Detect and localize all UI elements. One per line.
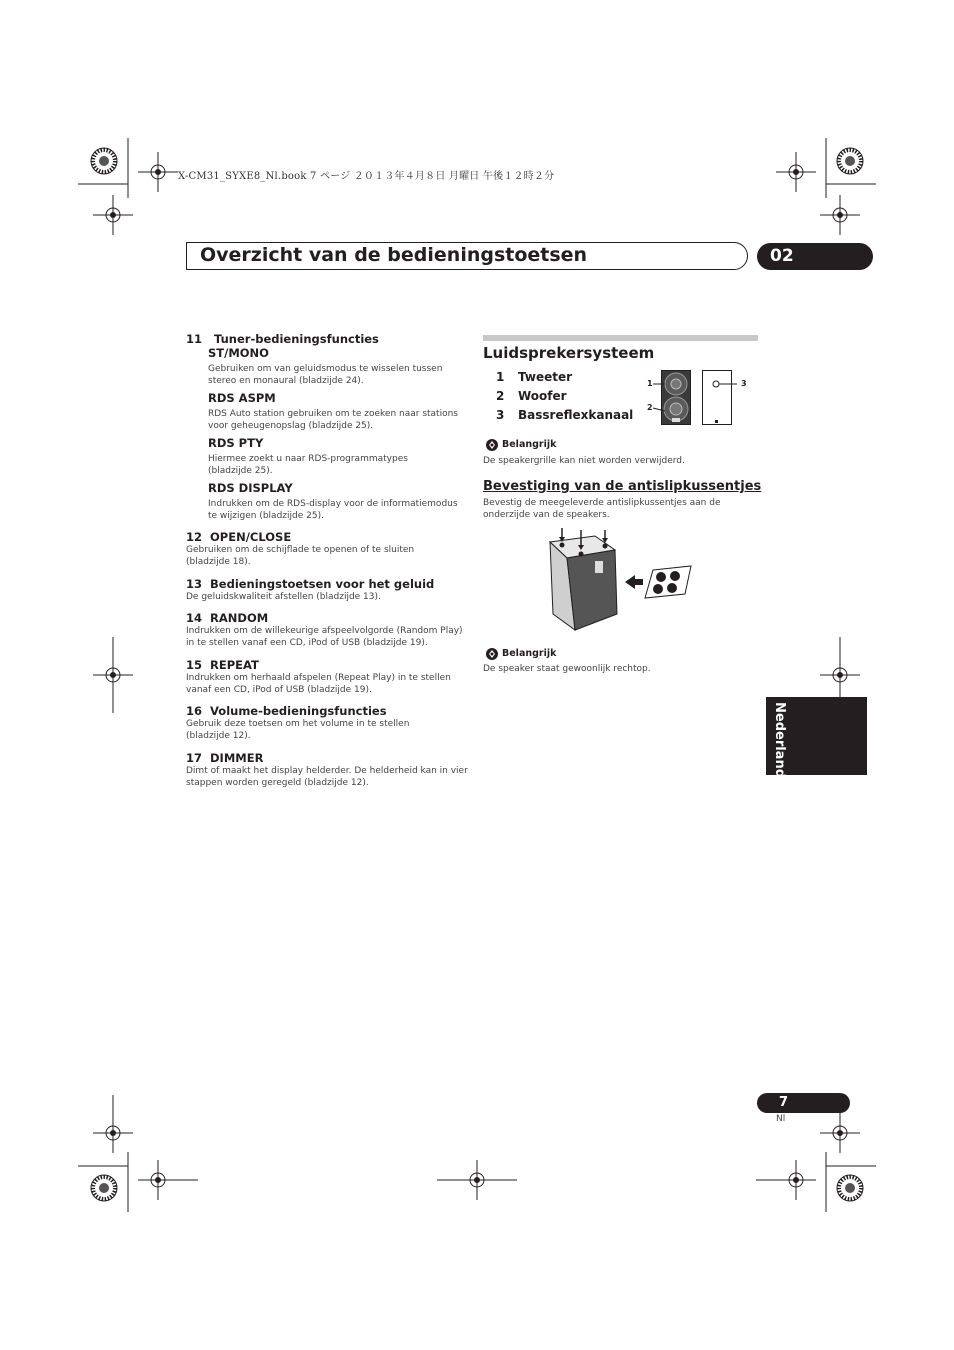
chapter-title: Overzicht van de bedieningstoetsen [200, 244, 588, 266]
crosshair-icon [776, 152, 816, 192]
crosshair-icon [138, 1160, 178, 1200]
page-language-code: Nl [776, 1114, 786, 1124]
sub-item-title: RDS PTY [208, 436, 264, 450]
crosshair-icon [820, 1113, 860, 1153]
registration-mark-icon [89, 146, 119, 176]
sub-item-desc: RDS Auto station gebruiken om te zoeken naar stations voor geheugenopslag (bladzijde 25). [208, 409, 458, 431]
sub-item-title: RDS ASPM [208, 391, 276, 405]
crosshair-icon [93, 655, 133, 695]
sub-item-desc: Hiermee zoekt u naar RDS-programmatypes (bladzijde 25). [208, 454, 408, 476]
chapter-number-badge: 02 [757, 243, 873, 270]
item-13-heading: 13 Bedieningstoetsen voor het geluid [186, 577, 435, 591]
part-row: 3 Bassreflexkanaal [496, 408, 634, 422]
subsection-text: Bevestig de meegeleverde antislipkussentjes aan de onderzijde van de speakers. [483, 498, 721, 520]
speaker-pads-illustration [545, 528, 695, 633]
item-17-heading: 17 DIMMER [186, 751, 264, 765]
note-text: De speakergrille kan niet worden verwijderd. [483, 456, 685, 466]
item-14-desc: Indrukken om de willekeurige afspeelvolgorde (Random Play) in te stellen vanaf een CD, iPod of USB (bladzijde 19). [186, 626, 463, 648]
crosshair-icon [820, 655, 860, 695]
item-16-heading: 16 Volume-bedieningsfuncties [186, 704, 387, 718]
crosshair-icon [93, 195, 133, 235]
item-12-desc: Gebruiken om de schijflade te openen of te sluiten (bladzijde 18). [186, 545, 415, 567]
part-row: 1 Tweeter [496, 370, 573, 384]
item-11-heading [186, 332, 379, 346]
note-heading: Belangrijk [502, 648, 557, 659]
important-note-icon [485, 438, 499, 452]
arrow-left-icon [625, 575, 643, 589]
language-tab-label: Nederlands [772, 702, 787, 786]
item-16-desc: Gebruik deze toetsen om het volume in te stellen (bladzijde 12). [186, 719, 410, 741]
callout-3: 3 [741, 379, 747, 388]
crosshair-icon [820, 195, 860, 235]
subsection-title: Bevestiging van de antislipkussentjes [483, 479, 762, 494]
note-text: De speaker staat gewoonlijk rechtop. [483, 664, 651, 674]
registration-mark-icon [835, 146, 865, 176]
item-13-desc: De geluidskwaliteit afstellen (bladzijde 13). [186, 592, 381, 602]
crosshair-icon [776, 1160, 816, 1200]
sub-item-title: RDS DISPLAY [208, 481, 293, 495]
crosshair-icon [93, 1113, 133, 1153]
registration-mark-icon [835, 1173, 865, 1203]
item-15-desc: Indrukken om herhaald afspelen (Repeat Play) in te stellen vanaf een CD, iPod of USB (bladzijde 19). [186, 673, 451, 695]
section-rule [483, 335, 758, 341]
sub-item-desc: Indrukken om de RDS-display voor de informatiemodus te wijzigen (bladzijde 25). [208, 499, 458, 521]
callout-2: 2 [647, 403, 653, 412]
crosshair-icon [437, 1160, 517, 1200]
crosshair-icon [138, 152, 178, 192]
item-15-heading: 15 REPEAT [186, 658, 259, 672]
note-heading: Belangrijk [502, 439, 557, 450]
book-file-line: X-CM31_SYXE8_Nl.book 7 ページ ２０１３年４月８日 月曜日 午後１２時２分 [178, 171, 555, 182]
sub-item-title: ST/MONO [208, 346, 269, 360]
item-12-heading: 12 OPEN/CLOSE [186, 530, 292, 544]
item-title: Tuner-bedieningsfuncties [214, 332, 379, 346]
registration-mark-icon [89, 1173, 119, 1203]
item-17-desc: Dimt of maakt het display helderder. De helderheid kan in vier stappen worden geregeld (bladzijde 12). [186, 766, 468, 788]
page-number: 7 [757, 1093, 850, 1113]
sub-item-desc: Gebruiken om van geluidsmodus te wisselen tussen stereo en monaural (bladzijde 24). [208, 364, 443, 386]
callout-lines [645, 375, 765, 435]
item-number: 11 [186, 332, 203, 346]
part-row: 2 Woofer [496, 389, 567, 403]
item-14-heading: 14 RANDOM [186, 611, 269, 625]
section-title: Luidsprekersysteem [483, 344, 655, 362]
callout-1: 1 [647, 379, 653, 388]
important-note-icon [485, 647, 499, 661]
